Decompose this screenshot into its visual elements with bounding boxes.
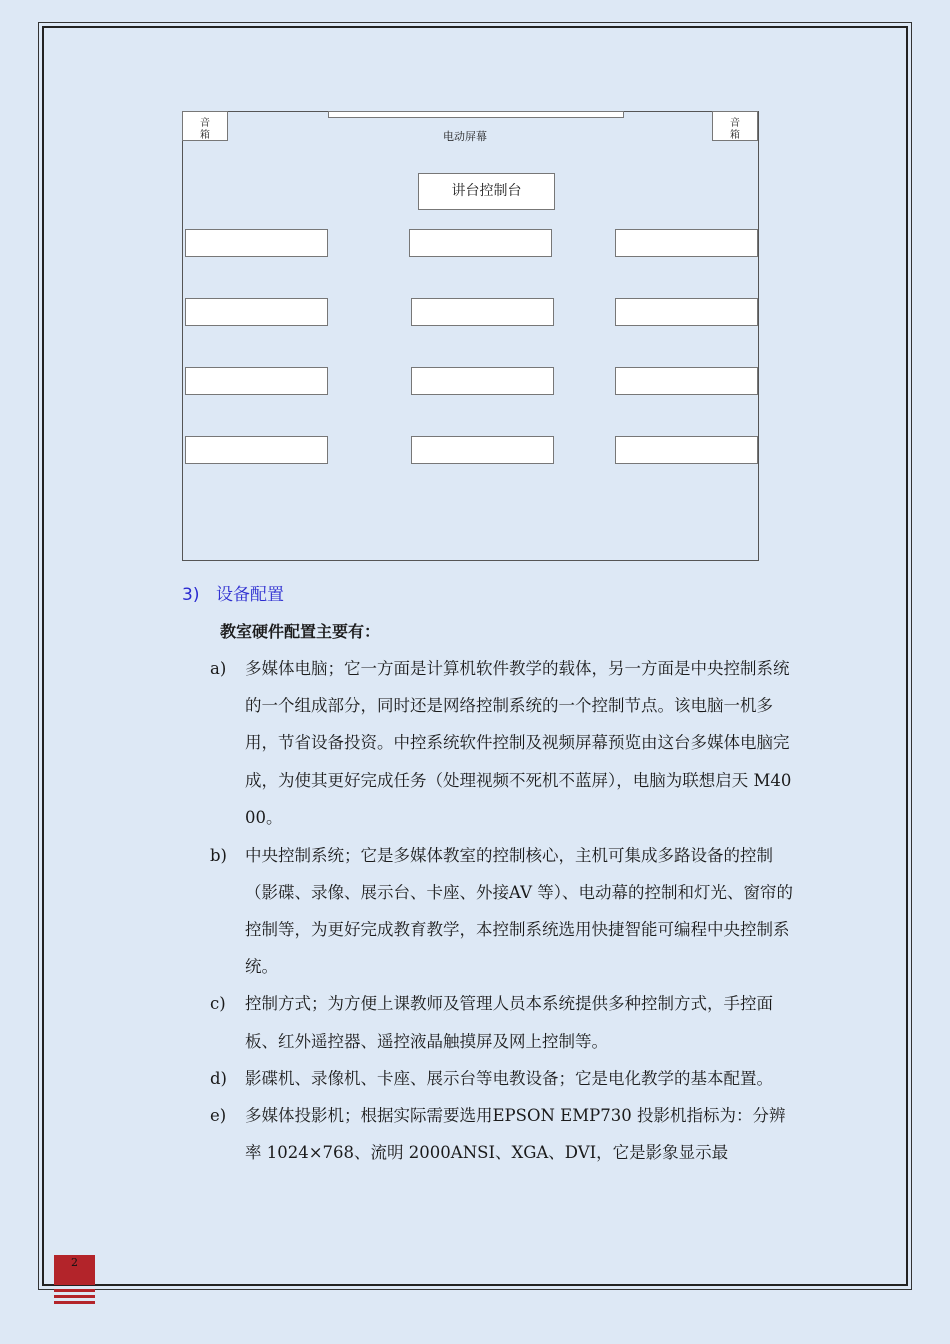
- desk-row1-right: [615, 229, 758, 257]
- footer-rule-3: [54, 1301, 95, 1304]
- desk-row3-right: [615, 367, 758, 395]
- list-marker: b): [210, 845, 227, 865]
- page-number-box: [54, 1255, 95, 1285]
- desk-row2-center: [411, 298, 554, 326]
- list-item: [210, 1060, 810, 1097]
- list-item: [210, 837, 810, 986]
- list-item-text: 多媒体电脑；它一方面是计算机软件教学的载体，另一方面是中央控制系统的一个组成部分，同时还是网络控制系统的一个控制节点。该电脑一机多用，节省设备投资。中控系统软件控制及视频屏幕预览由这台多媒体电脑完成，为使其更好完成任务（处理视频不死机不蓝屏），电脑为联想启天 M4000。: [245, 659, 792, 827]
- list-item-text: 中央控制系统；它是多媒体教室的控制核心，主机可集成多路设备的控制（影碟、录像、展示台、卡座、外接AV 等）、电动幕的控制和灯光、窗帘的控制等，为更好完成教育教学，本控制系统选用快捷智能可编程中央控制系统。: [245, 845, 794, 977]
- electric-screen-label: 电动屏幕: [443, 130, 487, 143]
- section-title-text: 设备配置: [216, 585, 284, 605]
- podium-console: 讲台控制台: [418, 173, 555, 210]
- list-marker: e): [210, 1105, 227, 1125]
- speaker-right-char-2: 箱: [730, 130, 740, 141]
- list-item: [210, 1097, 810, 1171]
- speaker-left-char-2: 箱: [200, 130, 210, 141]
- classroom-layout-diagram: [182, 111, 759, 561]
- speaker-left-char-1: 音: [200, 118, 210, 129]
- speaker-right: [712, 111, 758, 141]
- desk-row3-center: [411, 367, 554, 395]
- page-number: 2: [71, 1256, 78, 1269]
- desk-row3-left: [185, 367, 328, 395]
- equipment-list: [210, 650, 810, 1171]
- list-item-text: 影碟机、录像机、卡座、展示台等电教设备；它是电化教学的基本配置。: [245, 1068, 773, 1088]
- speaker-right-char-1: 音: [730, 118, 740, 129]
- speaker-left: [182, 111, 228, 141]
- list-marker: d): [210, 1068, 227, 1088]
- electric-screen: [328, 111, 624, 118]
- desk-row2-right: [615, 298, 758, 326]
- list-item-text: 多媒体投影机；根据实际需要选用EPSON EMP730 投影机指标为：分辨率 1024×768、流明 2000ANSI、XGA、DVI，它是影象显示最: [245, 1105, 786, 1163]
- desk-row4-left: [185, 436, 328, 464]
- list-marker: c): [210, 994, 226, 1014]
- footer-rule-1: [54, 1289, 95, 1292]
- desk-row1-center: [409, 229, 552, 257]
- list-item: [210, 985, 810, 1059]
- list-item-text: 控制方式；为方便上课教师及管理人员本系统提供多种控制方式，手控面板、红外遥控器、遥控液晶触摸屏及网上控制等。: [245, 994, 773, 1051]
- footer-rule-2: [54, 1295, 95, 1298]
- list-marker: a): [210, 659, 227, 678]
- desk-row4-right: [615, 436, 758, 464]
- hardware-subtitle: 教室硬件配置主要有：: [220, 622, 381, 641]
- section-heading: [182, 580, 284, 605]
- desk-row4-center: [411, 436, 554, 464]
- desk-row1-left: [185, 229, 328, 257]
- list-item: [210, 650, 810, 836]
- desk-row2-left: [185, 298, 328, 326]
- section-number: 3): [182, 585, 200, 605]
